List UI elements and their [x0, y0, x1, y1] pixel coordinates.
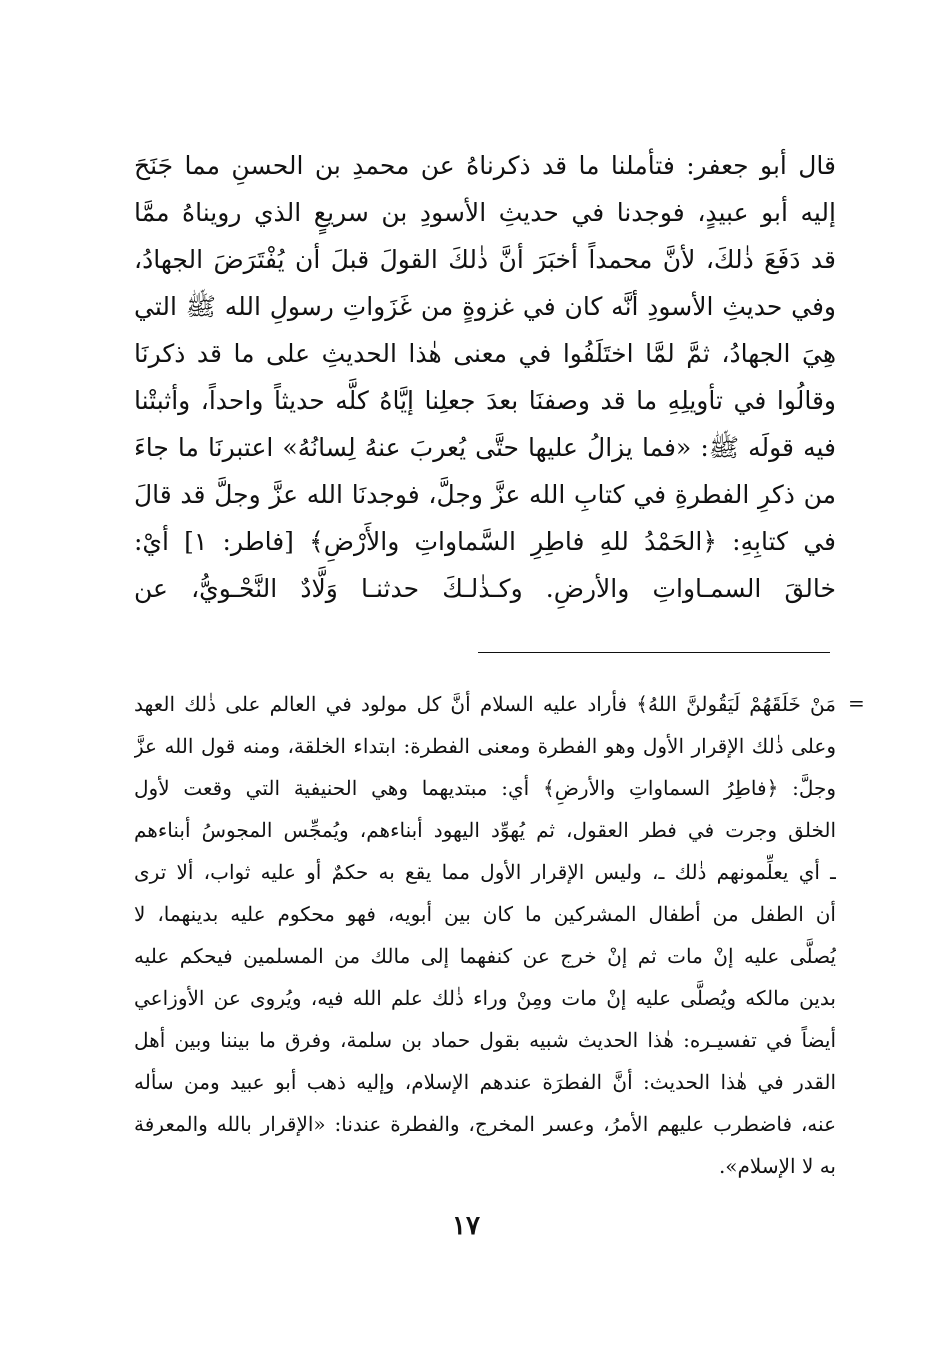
- main-text-line: هِيَ الجهادُ، ثمَّ لمَّا اختَلَفُوا في معنى هٰذا الحديثِ على ما قد ذكرنَا: [134, 339, 836, 368]
- main-text-line: إليه أبو عبيدٍ، فوجدنا في حديثِ الأسودِ بن سريعٍ الذي رويناهُ ممَّا: [134, 198, 836, 227]
- footnote-line: القدر في هٰذا الحديث: أنَّ الفطرَة عندهم الإسلام، وإليه ذهب أبو عبيد ومن سأله: [134, 1070, 836, 1094]
- footnote-line: عنه، فاضطرب عليهم الأمرُ، وعسر المخرج، والفطرة عندنا: «الإقرار بالله والمعرفة: [134, 1112, 836, 1136]
- main-text-line: قال أبو جعفر: فتأملنا ما قد ذكرناهُ عن محمدِ بن الحسنِ مما جَنَحَ: [134, 151, 836, 180]
- footnote-line: ـ أي يعلِّمونهم ذٰلك ـ، وليس الإقرار الأول مما يقع به حكمٌ أو عليه ثواب، ألا ترى: [134, 860, 836, 884]
- main-text-line: في كتابِهِ: ﴿الحَمْدُ للهِ فاطِرِ السَّماواتِ والأَرْضِ﴾ [فاطر: ١] أيْ:: [134, 527, 836, 556]
- main-text-line: قد دَفَعَ ذٰلكَ، لأنَّ محمداً أخبَرَ أنَّ ذٰلكَ القولَ قبلَ أن يُفْتَرَضَ الجهادُ،: [134, 245, 836, 274]
- main-text: [134, 142, 836, 612]
- footnote-line: به لا الإسلام».: [718, 1154, 836, 1178]
- main-text-line: وفي حديثِ الأسودِ أنَّه كان في غزوةٍ من غَزَواتِ رسولِ الله ﷺ التي: [134, 292, 836, 321]
- footnote-line: مَنْ خَلَقَهُمْ لَيَقُولنَّ اللهُ﴾ فأراد عليه السلام أنَّ كل مولود في العالم على ذٰلك العهد: [134, 692, 836, 716]
- main-text-line: من ذكرِ الفطرةِ في كتابِ الله عزَّ وجلَّ، فوجدنَا الله عزَّ وجلَّ قد قالَ: [134, 480, 836, 509]
- footnote-line: أن الطفل من أطفال المشركين ما كان بين أبويه، فهو محكوم عليه بدينهما، لا: [134, 902, 836, 926]
- footnote-separator: [478, 652, 830, 653]
- main-text-line: وقالُوا في تأويلِهِ ما قد وصفنَا بعدَ جعلِنا إيَّاهُ كلَّه حديثاً واحداً، وأثبتْنا: [134, 386, 836, 415]
- footnote-text: [134, 683, 836, 1187]
- footnote-line: وجلَّ: ﴿فاطِرُ السماواتِ والأرضِ﴾ أي: مبتديهما وهي الحنيفية التي وقعت لأول: [134, 776, 836, 800]
- footnote-line: أيضاً في تفسيـره: هٰذا الحديث شبيه بقول حماد بن سلمة، وفرق ما بيننا وبين أهل: [134, 1028, 836, 1052]
- footnote-line: وعلى ذٰلك الإقرار الأول وهو الفطرة ومعنى الفطرة: ابتداء الخلقة، ومنه قول الله عزَّ: [134, 734, 836, 758]
- footnote-continuation-mark: =: [848, 691, 865, 715]
- footnote-line: يُصلَّى عليه إنْ مات ثم إنْ خرج عن كنفهما إلى مالك من المسلمين فيحكم عليه: [134, 944, 836, 968]
- footnote-line: الخلق وجرت في فطر العقول، ثم يُهوِّد اليهود أبناءهم، ويُمجِّس المجوسُ أبناءهم: [134, 818, 836, 842]
- main-text-line: فيه قولَه ﷺ: «فما يزالُ عليها حتَّى يُعربَ عنهُ لِسانُهُ» اعتبرنَا ما جاءَ: [134, 433, 836, 462]
- main-text-line: خالقَ السمـاواتِ والأرضِ. وكـذٰلـكَ حدثنـا وَلَّادٌ النَّحْـويُّ، عن: [134, 574, 836, 603]
- page-number: ١٧: [452, 1211, 480, 1241]
- footnote-line: بدين مالكه ويُصلَّى عليه إنْ مات ومِنْ وراء ذٰلك علم الله فيه، ويُروى عن الأوزاعي: [134, 986, 836, 1010]
